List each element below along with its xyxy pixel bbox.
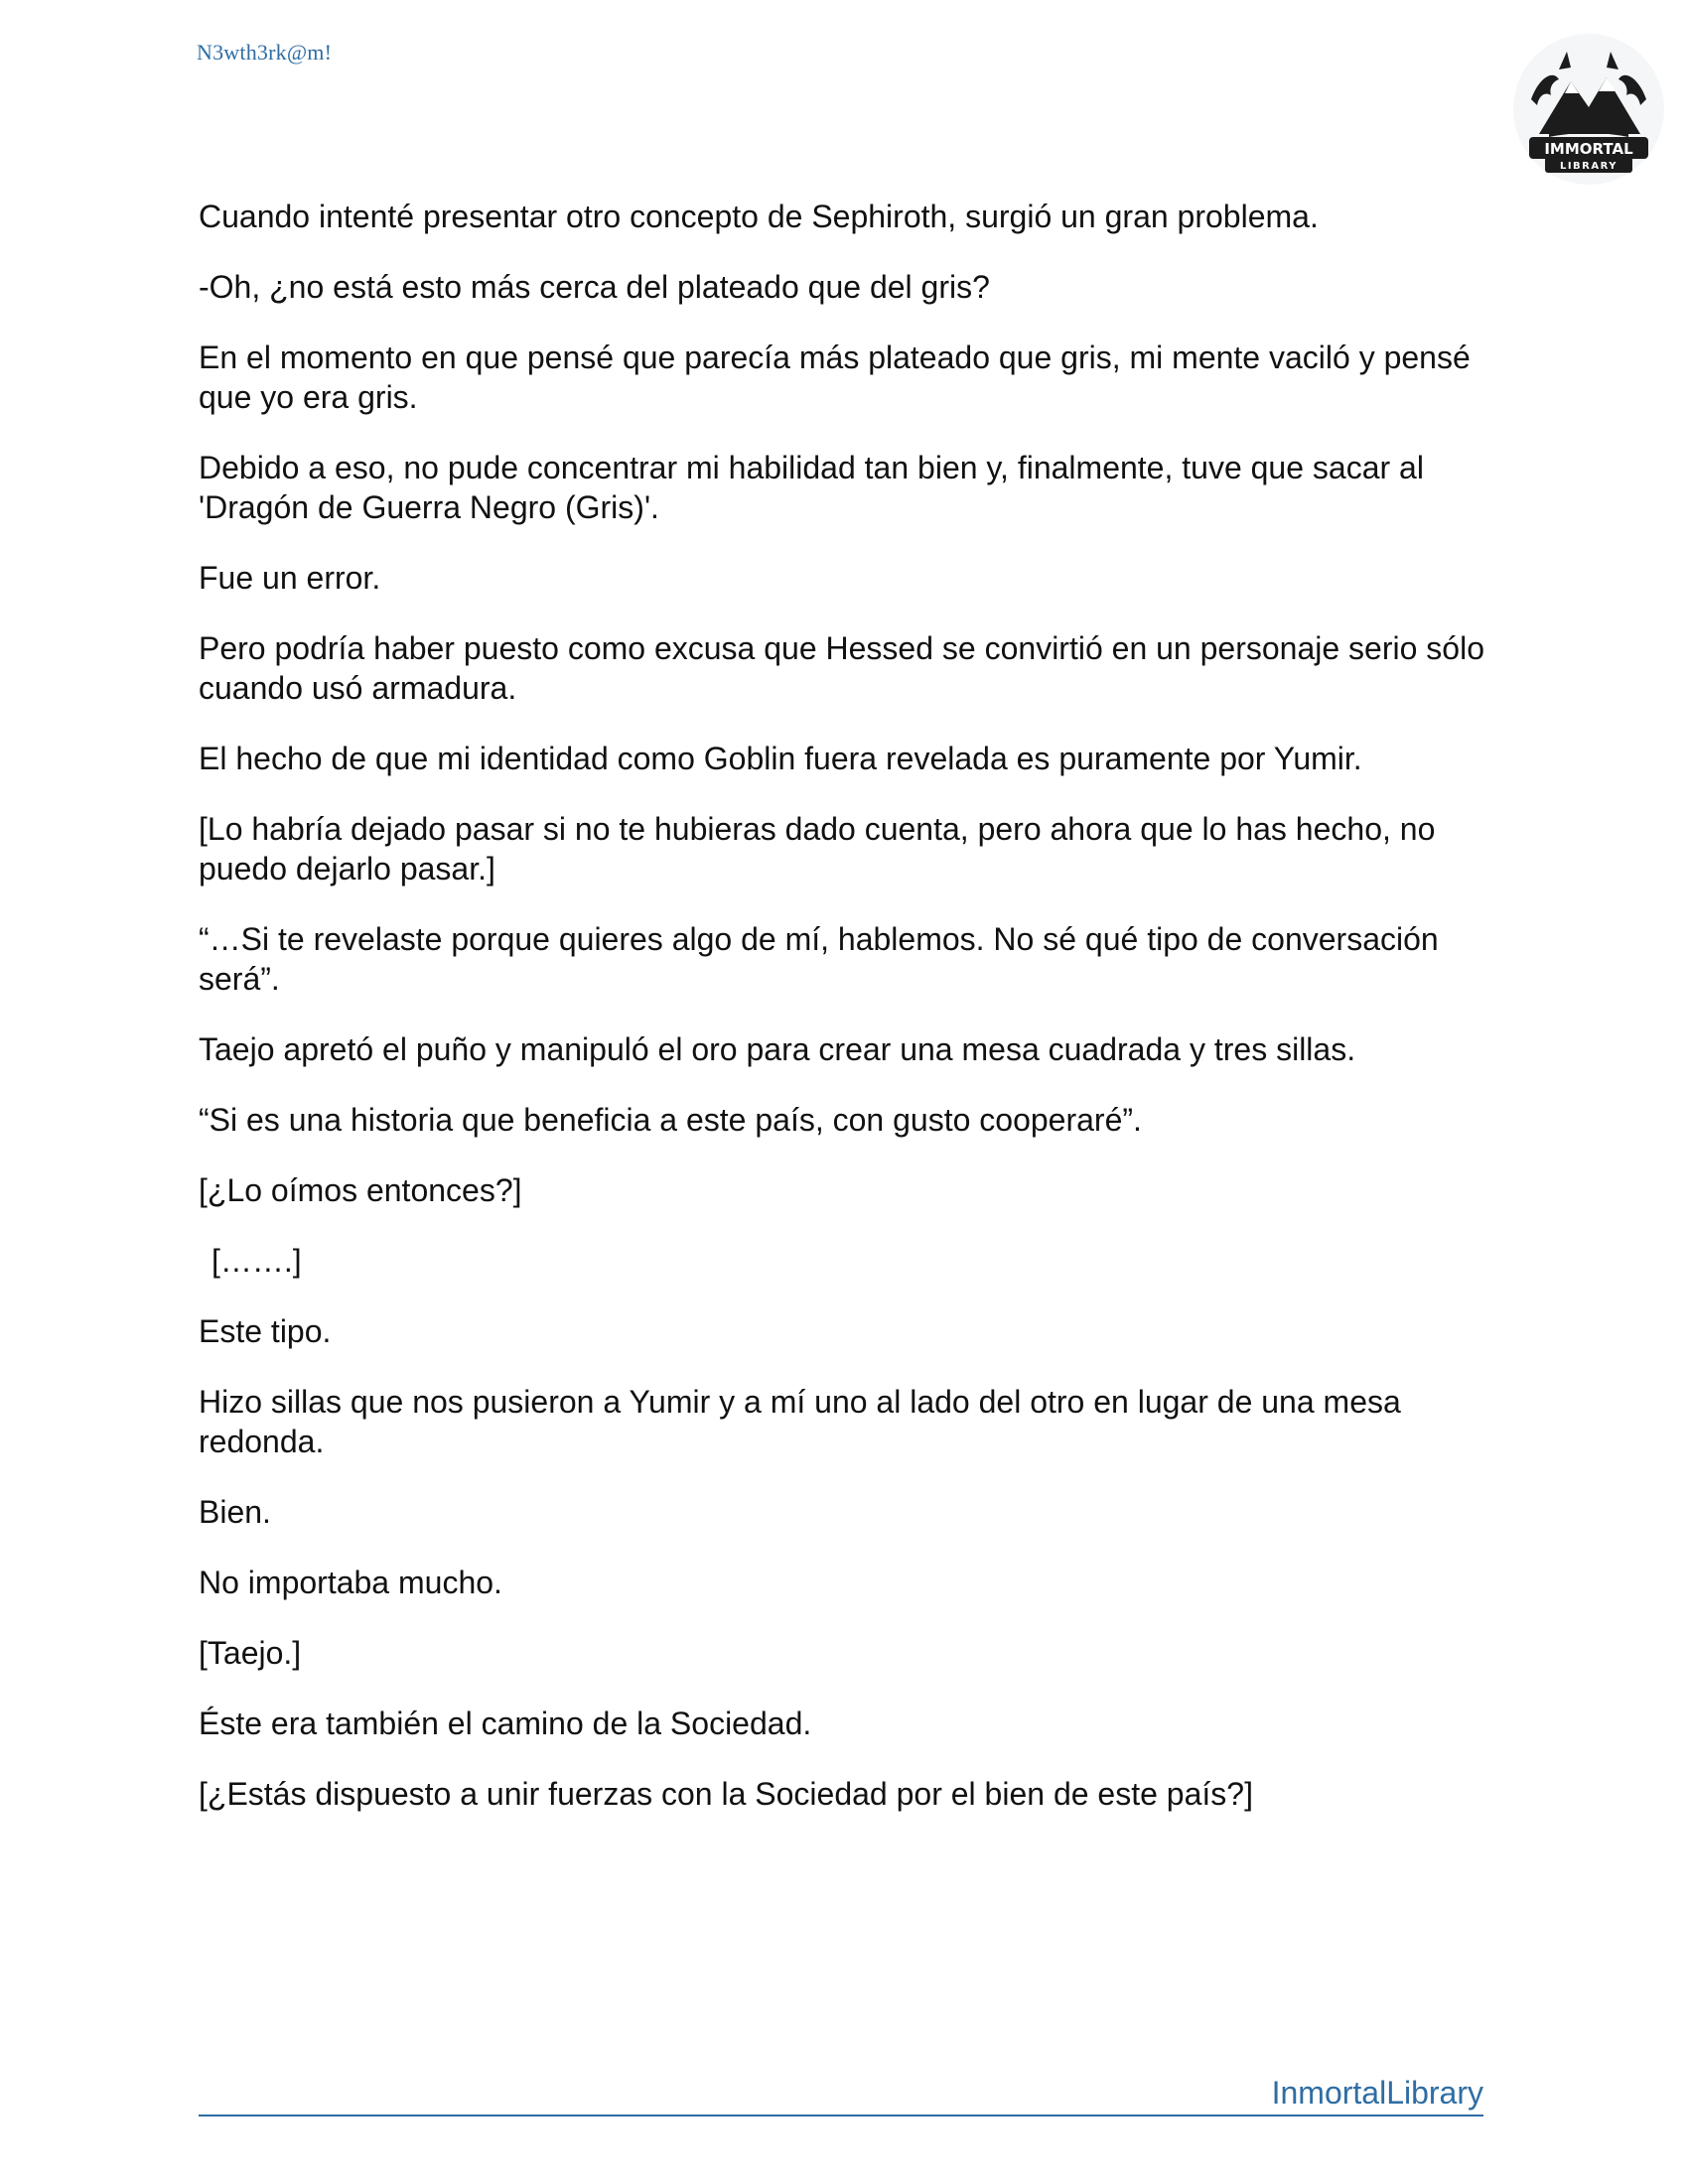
- header-watermark: N3wth3rk@m!: [197, 40, 333, 65]
- logo-subtitle-text: LIBRARY: [1559, 161, 1618, 172]
- logo-title-text: IMMORTAL: [1544, 140, 1633, 158]
- paragraph: Éste era también el camino de la Sociedad.: [199, 1706, 812, 1741]
- paragraph: [¿Estás dispuesto a unir fuerzas con la Sociedad por el bien de este país?]: [199, 1776, 1253, 1812]
- paragraph: Debido a eso, no pude concentrar mi habilidad tan bien y, finalmente, tuve que sacar al 'Dragón de Guerra Negro (Gris)'.: [199, 450, 1424, 525]
- paragraph: -Oh, ¿no está esto más cerca del plateado que del gris?: [199, 269, 990, 305]
- paragraph: “Si es una historia que beneficia a este país, con gusto cooperaré”.: [199, 1102, 1142, 1138]
- paragraph: Cuando intenté presentar otro concepto de Sephiroth, surgió un gran problema.: [199, 199, 1319, 234]
- paragraph: Taejo apretó el puño y manipuló el oro para crear una mesa cuadrada y tres sillas.: [199, 1031, 1356, 1067]
- paragraph: Pero podría haber puesto como excusa que Hessed se convirtió en un personaje serio sólo cuando usó armadura.: [199, 630, 1484, 706]
- paragraph: El hecho de que mi identidad como Goblin fuera revelada es puramente por Yumir.: [199, 741, 1362, 776]
- paragraph: [Lo habría dejado pasar si no te hubieras dado cuenta, pero ahora que lo has hecho, no puedo dejarlo pasar.]: [199, 811, 1436, 887]
- paragraph: En el momento en que pensé que parecía más plateado que gris, mi mente vaciló y pensé que yo era gris.: [199, 340, 1471, 415]
- paragraph: Bien.: [199, 1494, 271, 1530]
- immortal-library-logo: [1509, 30, 1668, 189]
- paragraph: No importaba mucho.: [199, 1565, 502, 1600]
- paragraph: “…Si te revelaste porque quieres algo de mí, hablemos. No sé qué tipo de conversación será”.: [199, 921, 1439, 997]
- paragraph: […….]: [211, 1243, 302, 1279]
- paragraph: [Taejo.]: [199, 1635, 302, 1671]
- footer-divider: [199, 2115, 1483, 2116]
- paragraph: Hizo sillas que nos pusieron a Yumir y a mí uno al lado del otro en lugar de una mesa redonda.: [199, 1384, 1401, 1459]
- paragraph: Este tipo.: [199, 1313, 332, 1349]
- paragraph: [¿Lo oímos entonces?]: [199, 1172, 522, 1208]
- paragraph: Fue un error.: [199, 560, 381, 596]
- document-body: [199, 197, 1489, 1844]
- footer-link[interactable]: InmortalLibrary: [1271, 2075, 1483, 2111]
